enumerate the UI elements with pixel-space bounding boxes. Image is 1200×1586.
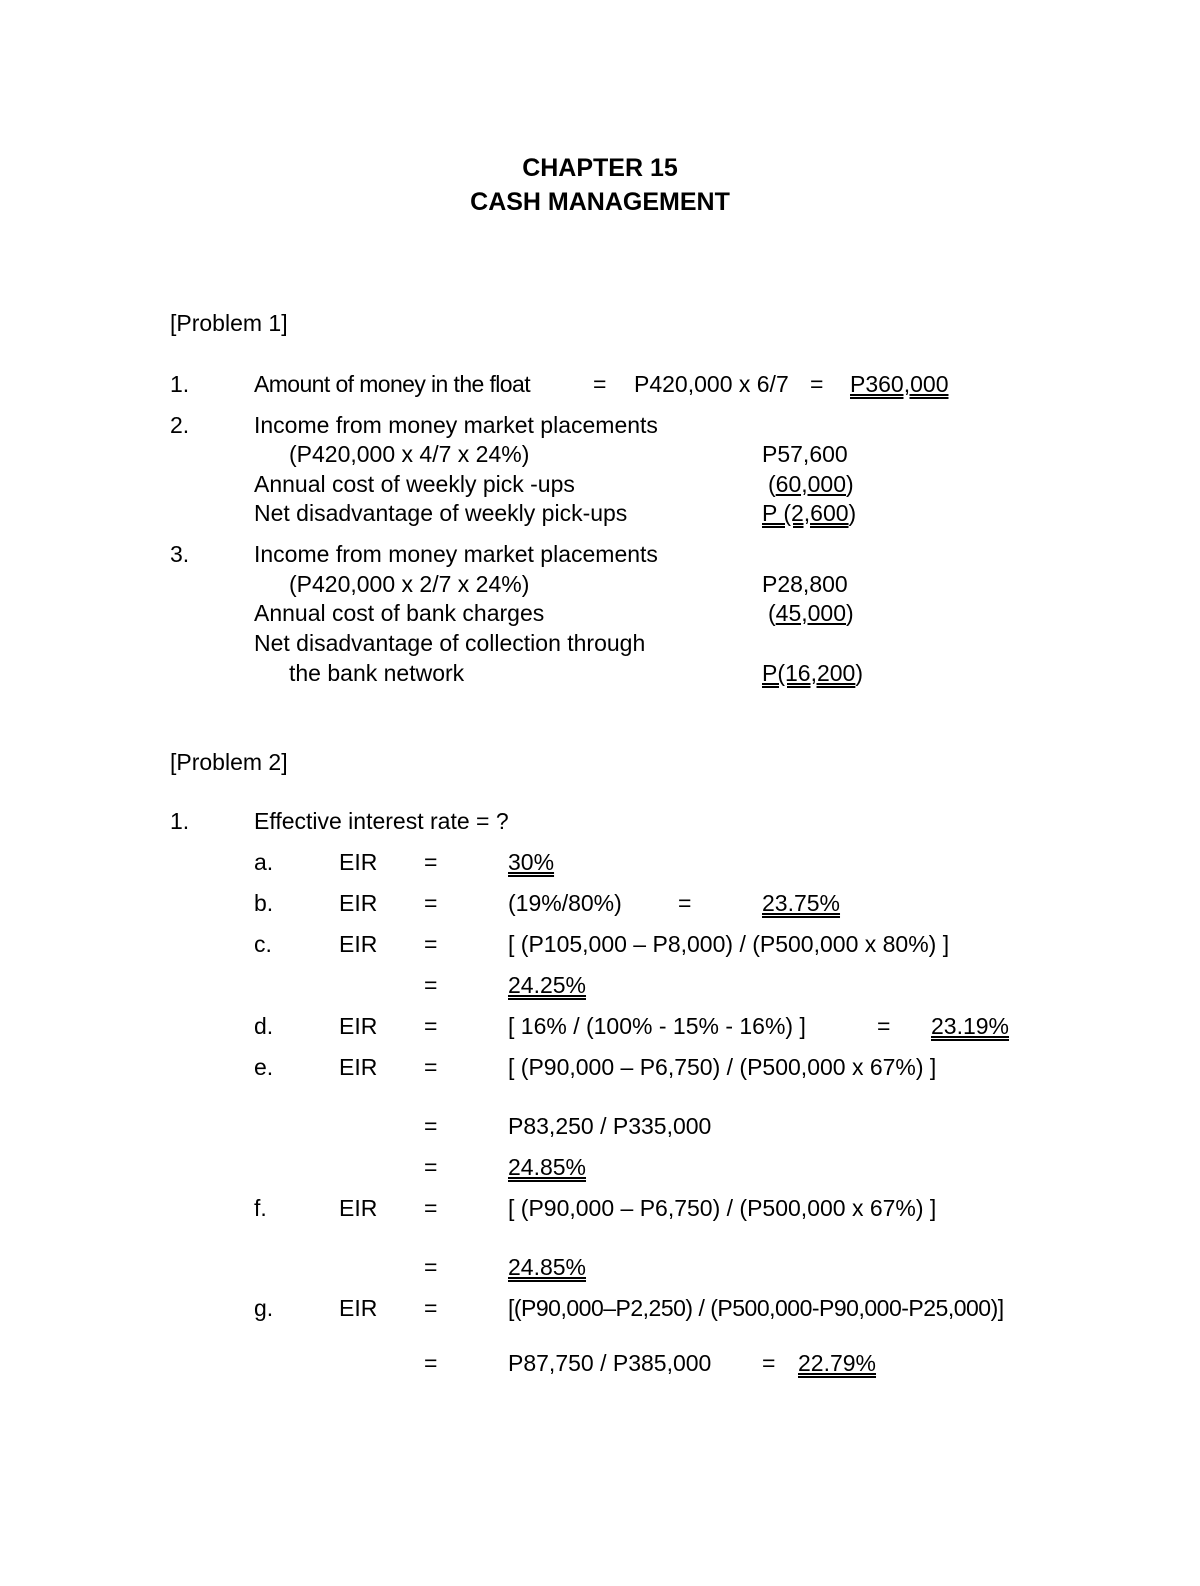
p2-f-expression: [ (P90,000 – P6,750) / (P500,000 x 67%) ]: [508, 1195, 937, 1221]
p2-g-expression-2: P87,750 / P385,000: [508, 1350, 712, 1376]
p1-item3-line4: Net disadvantage of collection through: [254, 630, 646, 656]
p2-e-expression: [ (P90,000 – P6,750) / (P500,000 x 67%) ]: [508, 1054, 937, 1080]
p2-d-letter: d.: [254, 1013, 274, 1039]
p1-item2-line2: (P420,000 x 4/7 x 24%): [289, 441, 530, 467]
p1-item3-line3: Annual cost of bank charges: [254, 600, 545, 626]
p2-f-eir: EIR: [339, 1195, 378, 1221]
p2-e-equals: =: [424, 1054, 438, 1080]
p1-item2-value2: P57,600: [762, 441, 848, 467]
p1-item3-value5: P(16,200): [762, 660, 864, 686]
p2-b-equals: =: [424, 890, 438, 916]
p2-f-letter: f.: [254, 1195, 267, 1221]
p2-a-eir: EIR: [339, 849, 378, 875]
p1-item2-value3: (60,000): [768, 471, 854, 497]
p2-b-equals-2: =: [678, 890, 692, 916]
p1-item3-value3: (45,000): [768, 600, 854, 626]
p2-a-letter: a.: [254, 849, 274, 875]
p1-item2-value4: P (2,600): [762, 500, 857, 526]
p2-d-equals-2: =: [877, 1013, 891, 1039]
p2-e-letter: e.: [254, 1054, 274, 1080]
p2-b-expression: (19%/80%): [508, 890, 622, 916]
p1-item1-label: Amount of money in the float: [254, 371, 530, 397]
p2-g-eir: EIR: [339, 1295, 378, 1321]
p2-e-expression-2: P83,250 / P335,000: [508, 1113, 712, 1139]
p2-f-equals-2: =: [424, 1254, 438, 1280]
chapter-subtitle: CASH MANAGEMENT: [470, 188, 730, 216]
p2-g-expression: [(P90,000–P2,250) / (P500,000-P90,000-P25,000)]: [508, 1295, 1004, 1321]
p2-g-equals-2: =: [424, 1350, 438, 1376]
p2-g-result: 22.79%: [798, 1350, 877, 1376]
p2-f-equals: =: [424, 1195, 438, 1221]
p2-g-equals: =: [424, 1295, 438, 1321]
p2-b-eir: EIR: [339, 890, 378, 916]
p1-item2-number: 2.: [170, 412, 190, 438]
p2-e-result: 24.85%: [508, 1154, 587, 1180]
p1-item1-equals-2: =: [810, 371, 824, 397]
p2-a-result: 30%: [508, 849, 555, 875]
p2-item1-number: 1.: [170, 808, 190, 834]
p2-c-equals-2: =: [424, 972, 438, 998]
p2-c-expression: [ (P105,000 – P8,000) / (P500,000 x 80%) ]: [508, 931, 950, 957]
problem-1-heading: [Problem 1]: [170, 310, 288, 336]
p2-item1-label: Effective interest rate = ?: [254, 808, 509, 834]
p1-item3-number: 3.: [170, 541, 190, 567]
p2-d-result: 23.19%: [931, 1013, 1010, 1039]
p1-item1-result: P360,000: [850, 371, 949, 397]
p1-item1-formula: P420,000 x 6/7: [634, 371, 789, 397]
p2-c-equals: =: [424, 931, 438, 957]
p2-c-letter: c.: [254, 931, 272, 957]
p1-item2-line4: Net disadvantage of weekly pick-ups: [254, 500, 628, 526]
p1-item1-equals: =: [593, 371, 607, 397]
p2-a-equals: =: [424, 849, 438, 875]
p2-e-eir: EIR: [339, 1054, 378, 1080]
p2-d-expression: [ 16% / (100% - 15% - 16%) ]: [508, 1013, 806, 1039]
p2-d-equals: =: [424, 1013, 438, 1039]
p2-e-equals-3: =: [424, 1154, 438, 1180]
p2-c-eir: EIR: [339, 931, 378, 957]
p2-e-equals-2: =: [424, 1113, 438, 1139]
p1-item2-line1: Income from money market placements: [254, 412, 658, 438]
p1-item3-value2: P28,800: [762, 571, 848, 597]
chapter-title: CHAPTER 15: [522, 154, 678, 182]
p2-b-result: 23.75%: [762, 890, 841, 916]
p1-item3-line1: Income from money market placements: [254, 541, 658, 567]
problem-2-heading: [Problem 2]: [170, 749, 288, 775]
p1-item2-line3: Annual cost of weekly pick -ups: [254, 471, 575, 497]
p2-b-letter: b.: [254, 890, 274, 916]
p2-g-equals-3: =: [762, 1350, 776, 1376]
p1-item3-line2: (P420,000 x 2/7 x 24%): [289, 571, 530, 597]
p2-c-result: 24.25%: [508, 972, 587, 998]
p2-f-result: 24.85%: [508, 1254, 587, 1280]
p1-item3-line5: the bank network: [289, 660, 465, 686]
p2-d-eir: EIR: [339, 1013, 378, 1039]
p2-g-letter: g.: [254, 1295, 274, 1321]
p1-item1-number: 1.: [170, 371, 190, 397]
